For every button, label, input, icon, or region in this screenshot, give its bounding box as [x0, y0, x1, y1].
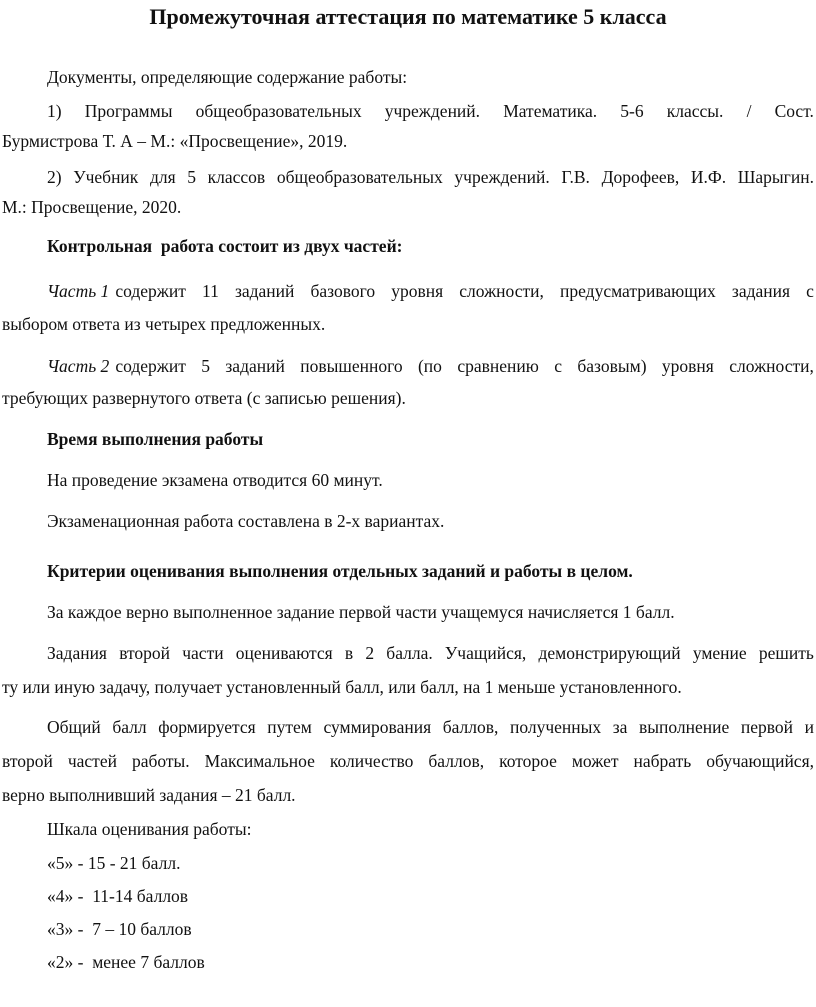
word: Задания [47, 643, 107, 663]
word: демонстрирующий [538, 643, 681, 663]
word: Учащийся, [444, 643, 527, 663]
word: баллов, [428, 751, 485, 771]
word: 2) [47, 167, 62, 187]
word: 5 [187, 167, 196, 187]
word: сложности, [459, 281, 544, 301]
word: которое [499, 751, 557, 771]
word: и [804, 717, 814, 737]
word: Сост. [774, 101, 814, 121]
time-text: На проведение экзамена отводится 60 минут. [47, 470, 383, 490]
word: баллов, [442, 717, 499, 737]
doc2-line1 [2, 166, 814, 188]
criteria-p3-line2 [2, 750, 814, 772]
criteria-p1: За каждое верно выполненное задание первой части учащемуся начисляется 1 балл. [47, 602, 675, 622]
word: уровня [391, 281, 444, 301]
word: второй [2, 751, 53, 771]
word: количество [329, 751, 414, 771]
word: Учебник [73, 167, 139, 187]
word: сложности, [729, 356, 814, 376]
part2-lead [47, 355, 186, 377]
criteria-heading: Критерии оценивания выполнения отдельных заданий и работы в целом. [47, 561, 633, 581]
word: выполнение [639, 717, 730, 737]
word: обучающийся, [706, 751, 814, 771]
word: 2 [365, 643, 375, 663]
scale-heading: Шкала оценивания работы: [47, 819, 252, 839]
part1-line1 [2, 280, 814, 302]
word: (по [417, 356, 442, 376]
doc1-line1 [2, 100, 814, 122]
variants-text: Экзаменационная работа составлена в 2-х вариантах. [47, 511, 445, 531]
word: решить [758, 643, 814, 663]
word: в [344, 643, 354, 663]
word: 1) [47, 101, 62, 121]
word: заданий [225, 356, 285, 376]
word: для [149, 167, 176, 187]
word: балл [112, 717, 147, 737]
word: с [554, 356, 562, 376]
doc1-line2: Бурмистрова Т. А – М.: «Просвещение», 2019. [2, 131, 348, 151]
criteria-p3-line1 [2, 716, 814, 738]
word: учреждений. [384, 101, 481, 121]
part2-line2: требующих развернутого ответа (с записью решения). [2, 388, 406, 408]
part2-label: Часть 2 [47, 356, 110, 376]
word: 5 [201, 356, 210, 376]
word: полученных [509, 717, 602, 737]
word: задания [731, 281, 791, 301]
word: частей [67, 751, 117, 771]
word: уровня [661, 356, 714, 376]
structure-heading: Контрольная работа состоит из двух частей: [47, 236, 403, 256]
word: умение [692, 643, 747, 663]
page-title: Промежуточная аттестация по математике 5 класса [149, 4, 667, 29]
word: может [571, 751, 619, 771]
word: оцениваются [235, 643, 333, 663]
part2-line1 [2, 355, 814, 377]
word: базовым) [577, 356, 647, 376]
word: Шарыгин. [737, 167, 814, 187]
word: Г.В. [561, 167, 590, 187]
criteria-p2-line2: ту или иную задачу, получает установленный балл, или балл, на 1 меньше установленного. [2, 677, 682, 697]
word: содержит [115, 356, 186, 376]
word: общеобразовательных [276, 167, 443, 187]
word: повышенного [300, 356, 403, 376]
word: формируется [158, 717, 256, 737]
criteria-p3-line3: верно выполнивший задания – 21 балл. [2, 785, 296, 805]
word: содержит [115, 281, 186, 301]
word: путем [267, 717, 312, 737]
scale-item-2: «2» - менее 7 баллов [47, 952, 205, 972]
word: Максимальное [204, 751, 315, 771]
scale-item-3: «3» - 7 – 10 баллов [47, 919, 192, 939]
word: Общий [47, 717, 101, 737]
word: сравнению [457, 356, 539, 376]
word: с [806, 281, 814, 301]
word: набрать [633, 751, 692, 771]
word: Программы [84, 101, 173, 121]
part1-label: Часть 1 [47, 281, 110, 301]
criteria-p2-line1 [2, 642, 814, 664]
word: работы. [131, 751, 190, 771]
part1-lead [47, 280, 186, 302]
word: второй [119, 643, 171, 663]
word: первой [740, 717, 794, 737]
word: Математика. [503, 101, 598, 121]
word: учреждений. [454, 167, 550, 187]
doc2-line2: М.: Просвещение, 2020. [2, 197, 182, 217]
part1-line2: выбором ответа из четырех предложенных. [2, 314, 326, 334]
word: Дорофеев, [601, 167, 680, 187]
scale-item-4: «4» - 11-14 баллов [47, 886, 189, 906]
word: классы. [666, 101, 724, 121]
word: 5-6 [620, 101, 644, 121]
time-heading: Время выполнения работы [47, 429, 264, 449]
word: 11 [201, 281, 219, 301]
word: заданий [234, 281, 295, 301]
scale-item-5: «5» - 15 - 21 балл. [47, 853, 181, 873]
word: И.Ф. [690, 167, 727, 187]
word: балла. [386, 643, 433, 663]
word: классов [207, 167, 266, 187]
docs-intro: Документы, определяющие содержание работы: [47, 67, 408, 87]
word: части [182, 643, 224, 663]
word: общеобразовательных [195, 101, 362, 121]
word: базового [310, 281, 376, 301]
word: суммирования [323, 717, 432, 737]
word: / [746, 101, 752, 121]
word: предусматривающих [560, 281, 716, 301]
word: за [612, 717, 628, 737]
